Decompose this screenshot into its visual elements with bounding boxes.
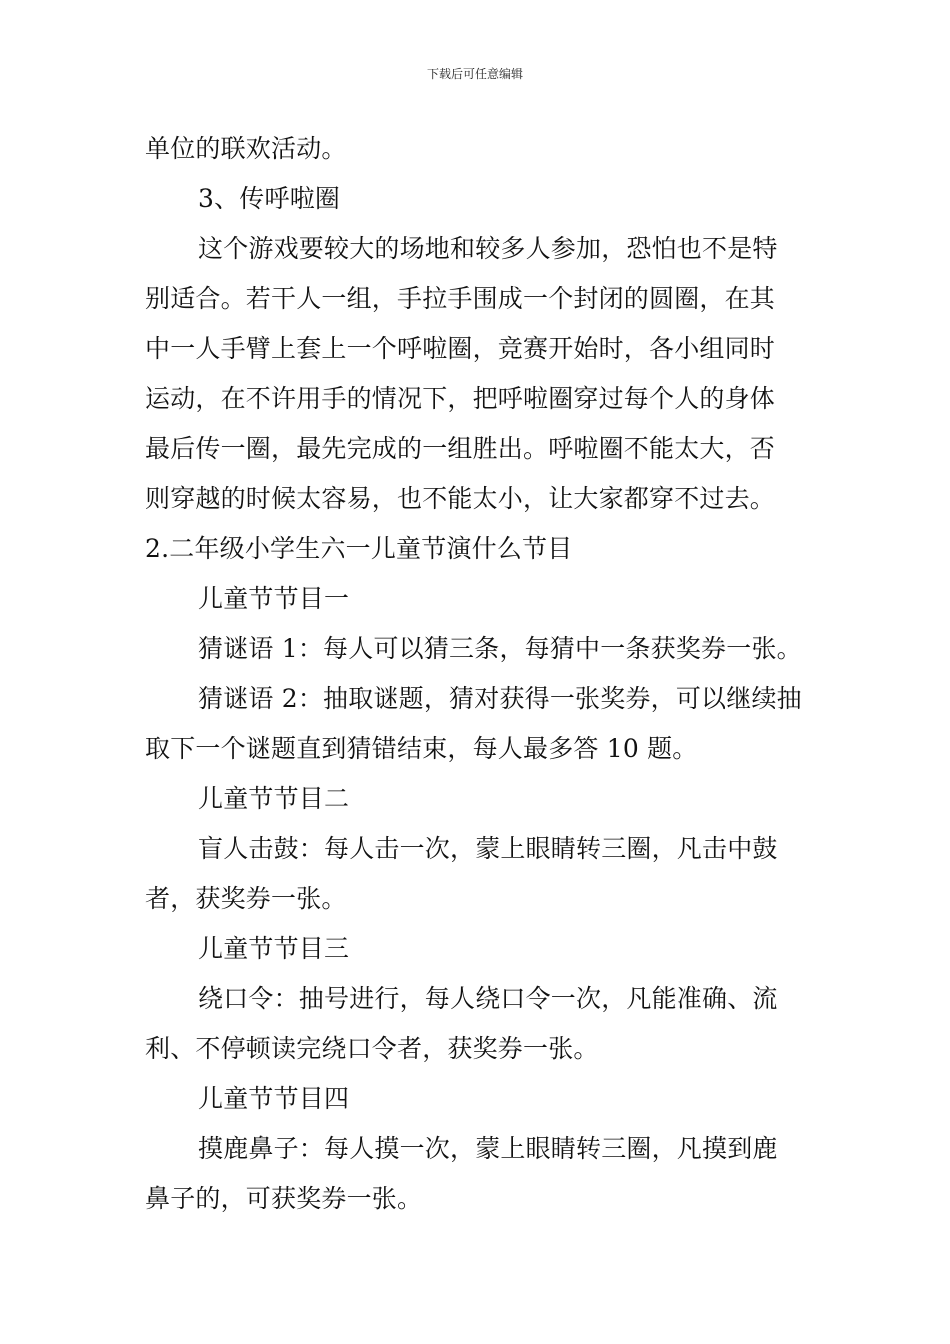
text-line: 别适合。若干人一组，手拉手围成一个封闭的圆圈，在其 [145, 284, 776, 313]
program-heading: 儿童节节目一 [198, 584, 350, 613]
text-line: 运动，在不许用手的情况下，把呼啦圈穿过每个人的身体 [145, 384, 776, 413]
text-line: 猜谜语 2：抽取谜题，猜对获得一张奖券，可以继续抽 [198, 684, 802, 713]
program-heading: 儿童节节目二 [198, 784, 350, 813]
page-header: 下载后可任意编辑 [426, 67, 523, 81]
text-line: 猜谜语 1：每人可以猜三条，每猜中一条获奖券一张。 [198, 634, 802, 663]
text-line: 单位的联欢活动。 [145, 134, 347, 163]
document-body [145, 124, 810, 1224]
text-line: 盲人击鼓：每人击一次，蒙上眼睛转三圈，凡击中鼓 [198, 834, 778, 863]
question-heading: 2.二年级小学生六一儿童节演什么节目 [145, 534, 573, 563]
text-line: 中一人手臂上套上一个呼啦圈，竞赛开始时，各小组同时 [145, 334, 776, 363]
text-line: 利、不停顿读完绕口令者，获奖券一张。 [145, 1034, 599, 1063]
text-line: 这个游戏要较大的场地和较多人参加，恐怕也不是特 [198, 234, 778, 263]
program-heading: 儿童节节目四 [198, 1084, 350, 1113]
text-line: 取下一个谜题直到猜错结束，每人最多答 10 题。 [145, 734, 698, 763]
text-line: 者，获奖券一张。 [145, 884, 347, 913]
text-line: 绕口令：抽号进行，每人绕口令一次，凡能准确、流 [198, 984, 778, 1013]
program-heading: 儿童节节目三 [198, 934, 350, 963]
text-line: 则穿越的时候太容易，也不能太小，让大家都穿不过去。 [145, 484, 776, 513]
text-line: 鼻子的，可获奖券一张。 [145, 1184, 423, 1213]
text-line: 摸鹿鼻子：每人摸一次，蒙上眼睛转三圈，凡摸到鹿 [198, 1134, 778, 1163]
text-line: 最后传一圈，最先完成的一组胜出。呼啦圈不能太大，否 [145, 434, 776, 463]
section-heading: 3、传呼啦圈 [198, 184, 341, 213]
